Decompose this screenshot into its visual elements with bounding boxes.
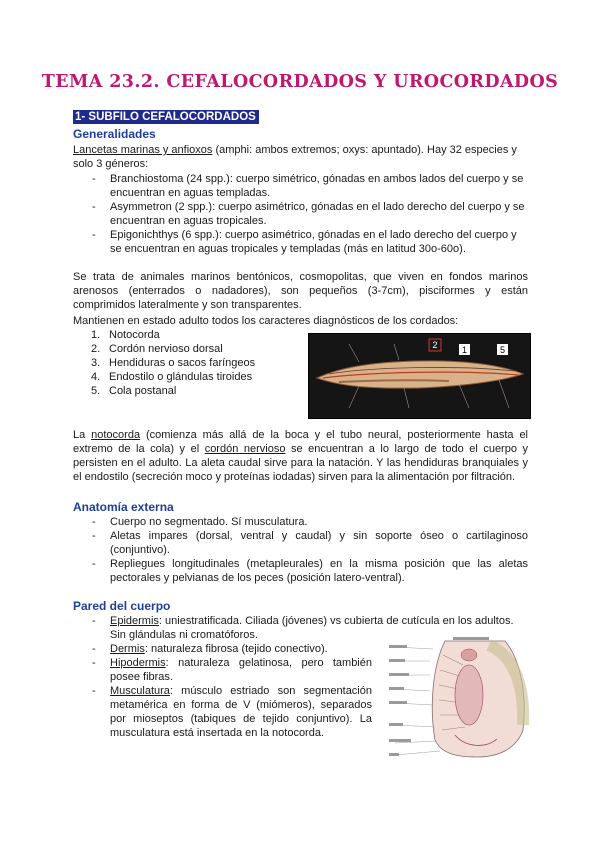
text-span: : uniestratificada. Ciliada (jóvenes) vs cubierta de cutícula en los adultos. (158, 615, 514, 627)
list-item (92, 200, 528, 228)
dash-bullet: - (92, 685, 96, 697)
image-label-1: 1 (461, 345, 468, 355)
dash-bullet: - (92, 173, 96, 185)
text-span: : músculo estriado son segmentación (169, 685, 372, 697)
list-item (91, 370, 255, 384)
subheading-generalidades: Generalidades (73, 127, 156, 141)
paragraph-description (73, 270, 528, 312)
subheading-anatomia-externa: Anatomía externa (73, 500, 174, 514)
image-label-2: 2 (432, 340, 438, 350)
paragraph-line: el endostilo (secreción moco y proteínas iodadas) sirven para la alimentación por filtración. (73, 471, 516, 483)
list-item (92, 642, 380, 656)
list-item-line: encuentran en aguas tropicales. (110, 215, 267, 227)
intro-rest: (amphi: ambos extremos; oxys: apuntado). Hay 32 especies y (212, 144, 517, 156)
list-item-line: metamérica en forma de V (miómeros), separados (110, 699, 372, 711)
list-item-text: Cordón nervioso dorsal (109, 343, 223, 355)
list-item (92, 515, 528, 529)
list-item-text: Notocorda (109, 329, 160, 341)
list-item (92, 172, 528, 200)
lancelet-illustration (309, 334, 530, 418)
list-item (92, 529, 528, 557)
list-item-line: por mioseptos (tabiques de tejido conjuntivo). La (110, 713, 372, 725)
list-item (92, 557, 528, 585)
text-span: : naturaleza gelatinosa, pero también (165, 657, 372, 669)
list-item-line: se encuentran en aguas tropicales y templadas (más en latitud 30o-60o). (110, 243, 466, 255)
cross-section-image (385, 635, 530, 760)
list-item (92, 656, 372, 684)
paragraph-line (73, 442, 528, 456)
list-number: 2. (91, 343, 101, 355)
paragraph-diagnostic-intro: Mantienen en estado adulto todos los caracteres diagnósticos de los cordados: (73, 315, 459, 327)
list-item-line: Sin glándulas ni cromatóforos. (110, 629, 258, 641)
intro-line-2: solo 3 géneros: (73, 158, 149, 170)
list-item (92, 684, 372, 740)
numbered-list (91, 328, 256, 398)
list-item-line: Cuerpo no segmentado. Sí musculatura. (110, 516, 308, 528)
list-item-line: Epigonichthys (6 spp.): cuerpo asimétrico, gónadas en el lado derecho del cuerpo y (110, 229, 517, 241)
list-item-line: Branchiostoma (24 spp.): cuerpo simétrico, gónadas en ambos lados del cuerpo y se (110, 173, 524, 185)
text-span: : naturaleza fibrosa (tejido conectivo). (144, 643, 328, 655)
list-item-line: pectorales y pelvianas de los peces (posición latero-ventral). (110, 572, 405, 584)
image-label-5: 5 (499, 345, 506, 355)
dash-bullet: - (92, 615, 96, 627)
text-span: La (73, 429, 92, 441)
list-item-line: encuentran en aguas templadas. (110, 187, 271, 199)
dash-bullet: - (92, 530, 96, 542)
paragraph-line (73, 428, 528, 442)
paragraph-line: persisten en el adulto. La aleta caudal sirve para la natación. Y las hendiduras branquiales y (73, 457, 528, 469)
list-item (91, 342, 255, 356)
paragraph-line: arenosos (enterrados o nadadores), son pequeños (3-7cm), pisciformes y están (73, 285, 528, 297)
dash-bullet: - (92, 516, 96, 528)
term-hipodermis: Hipodermis (110, 657, 166, 669)
list-item-line (110, 684, 372, 698)
dash-bullet: - (92, 558, 96, 570)
page-title: TEMA 23.2. CEFALOCORDADOS Y UROCORDADOS (41, 72, 559, 92)
list-item-text: Hendiduras o sacos faríngeos (109, 357, 256, 369)
list-item-line: posee fibras. (110, 671, 173, 683)
term-epidermis: Epidermis (110, 615, 159, 627)
section-heading-cefalocordados: 1- SUBFILO CEFALOCORDADOS (73, 110, 259, 124)
list-item-line: Aletas impares (dorsal, ventral y caudal) y sin soporte óseo o cartilaginoso (110, 530, 528, 542)
list-number: 5. (91, 385, 101, 397)
text-span: se encuentran a lo largo de todo el cuerpo y (285, 443, 528, 455)
dash-bullet: - (92, 229, 96, 241)
intro-underlined: Lancetas marinas y anfioxos (73, 144, 213, 156)
lancelet-anatomy-image (308, 333, 531, 419)
paragraph-notocorda (73, 428, 528, 484)
list-item-line (110, 642, 380, 656)
cross-section-illustration (385, 635, 530, 760)
list-number: 4. (91, 371, 101, 383)
term-cordon-nervioso: cordón nervioso (204, 443, 286, 455)
list-item-line (110, 614, 528, 628)
list-item (91, 356, 256, 370)
list-item (91, 384, 255, 398)
list-item-line: Asymmetron (2 spp.): cuerpo asimétrico, gónadas en el lado derecho del cuerpo y se (110, 201, 525, 213)
intro-line-1 (73, 143, 528, 157)
text-span: extremo de la cola) y el (73, 443, 205, 455)
paragraph-line: Se trata de animales marinos bentónicos, cosmopolitas, que viven en fondos marinos (73, 271, 528, 283)
term-musculatura: Musculatura (110, 685, 170, 697)
list-number: 3. (91, 357, 101, 369)
list-item-line (110, 656, 372, 670)
paragraph-line: comprimidos lateralmente y son transparentes. (73, 299, 302, 311)
list-item-line: musculatura está insertada en la notocorda. (110, 727, 325, 739)
list-number: 1. (91, 329, 101, 341)
dash-bullet: - (92, 657, 96, 669)
list-item-line: Repliegues longitudinales (metapleurales) en la misma posición que las aletas (110, 558, 528, 570)
list-item-text: Endostilo o glándulas tiroides (109, 371, 253, 383)
list-item (91, 328, 255, 342)
dash-bullet: - (92, 643, 96, 655)
list-item (92, 228, 528, 256)
subheading-pared-del-cuerpo: Pared del cuerpo (73, 599, 171, 613)
list-item-line: (conjuntivo). (110, 544, 170, 556)
term-dermis: Dermis (110, 643, 145, 655)
text-span: (comienza más allá de la boca y el tubo neural, posteriormente hasta el (140, 429, 529, 441)
list-item-text: Cola postanal (109, 385, 177, 397)
dash-bullet: - (92, 201, 96, 213)
term-notocorda: notocorda (91, 429, 141, 441)
